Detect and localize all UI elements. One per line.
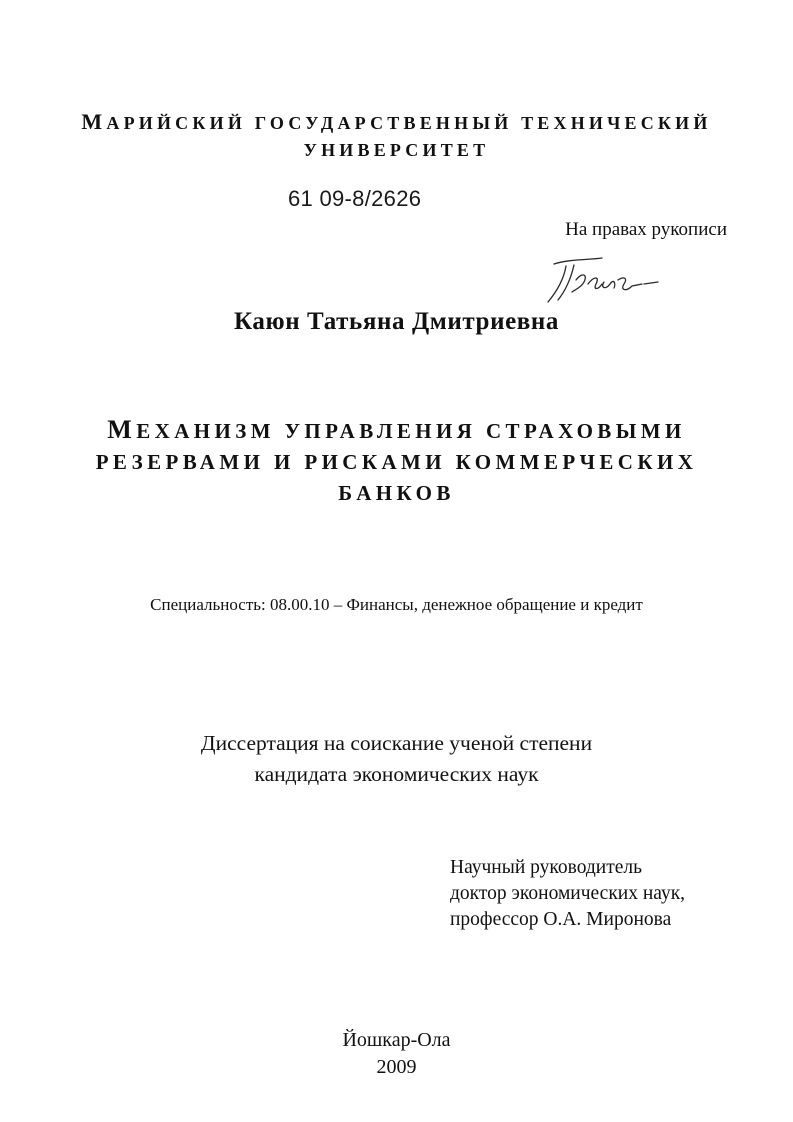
advisor-line-1: Научный руководитель — [450, 857, 643, 878]
place-and-year — [40, 1027, 753, 1081]
manuscript-note: На правах рукописи — [565, 219, 727, 240]
degree-statement — [40, 728, 753, 790]
degree-line-1: Диссертация на соискание ученой степени — [200, 731, 593, 755]
university-line-1: МАРИЙСКИЙ ГОСУДАРСТВЕННЫЙ ТЕХНИЧЕСКИЙ — [81, 109, 712, 134]
title-line-1: МЕХАНИЗМ УПРАВЛЕНИЯ СТРАХОВЫМИ — [107, 415, 686, 444]
title-line-1-initial: М — [107, 415, 137, 444]
degree-line-2: кандидата экономических наук — [254, 762, 539, 786]
advisor-line-2: доктор экономических наук, — [450, 883, 686, 904]
specialty: Специальность: 08.00.10 – Финансы, денежное обращение и кредит — [150, 595, 643, 614]
scientific-advisor — [450, 855, 685, 933]
year: 2009 — [376, 1056, 417, 1078]
title-line-2: РЕЗЕРВАМИ И РИСКАМИ КОММЕРЧЕСКИХ — [95, 450, 698, 474]
university-name — [40, 108, 753, 164]
author-name: Каюн Татьяна Дмитриевна — [234, 308, 559, 335]
dissertation-title — [60, 414, 733, 509]
title-line-3: БАНКОВ — [338, 481, 455, 505]
city: Йошкар-Ола — [342, 1029, 451, 1051]
registration-number: 61 09-8/2626 — [288, 186, 422, 211]
signature-icon — [540, 250, 670, 310]
university-line-2: УНИВЕРСИТЕТ — [303, 140, 490, 160]
advisor-line-3: профессор О.А. Миронова — [450, 909, 672, 930]
university-line-1-initial: М — [81, 109, 107, 134]
